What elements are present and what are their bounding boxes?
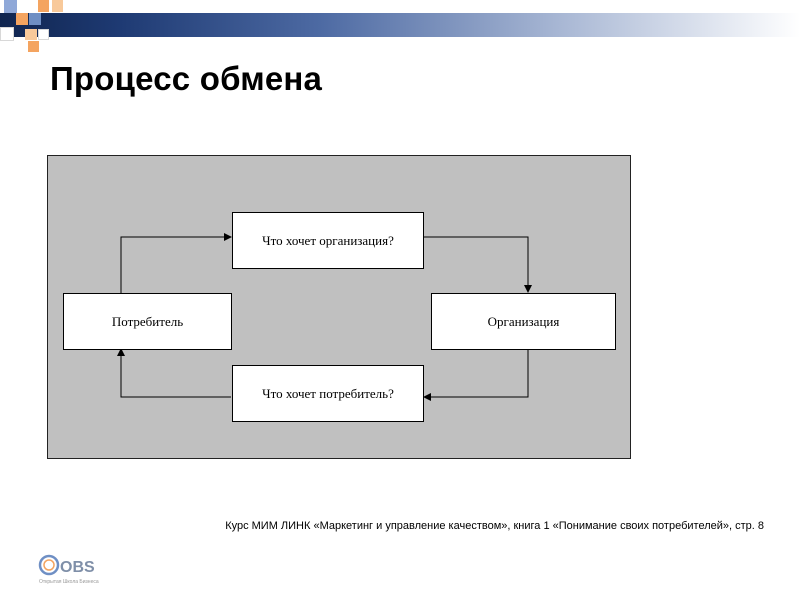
header-square	[38, 0, 49, 12]
arrow-consumer-to-org-wants	[121, 237, 231, 293]
header-square	[0, 27, 14, 41]
slide-title: Процесс обмена	[50, 60, 323, 97]
obs-logo	[38, 553, 104, 585]
arrow-consumer-wants-to-consumer	[121, 349, 231, 397]
node-consumer-wants: Что хочет потребитель?	[232, 365, 424, 422]
diagram-panel	[47, 155, 631, 459]
node-organization: Организация	[431, 293, 616, 350]
header-square	[38, 29, 49, 40]
header-square	[25, 29, 37, 40]
logo-text: OBS	[60, 559, 95, 576]
node-organization-wants: Что хочет организация?	[232, 212, 424, 269]
node-consumer: Потребитель	[63, 293, 232, 350]
header-band	[0, 13, 800, 37]
header-square	[4, 0, 17, 13]
arrow-org-to-consumer-wants	[424, 349, 528, 397]
header-square	[16, 13, 28, 25]
arrow-org-wants-to-org	[424, 237, 528, 292]
logo-tagline: Открытая Школа Бизнеса	[39, 579, 99, 585]
header-square	[29, 13, 41, 25]
source-footnote: Курс МИМ ЛИНК «Маркетинг и управление качеством», книга 1 «Понимание своих потребителей», стр. 8	[225, 520, 764, 532]
header-square	[52, 0, 63, 12]
header-square	[28, 41, 39, 52]
